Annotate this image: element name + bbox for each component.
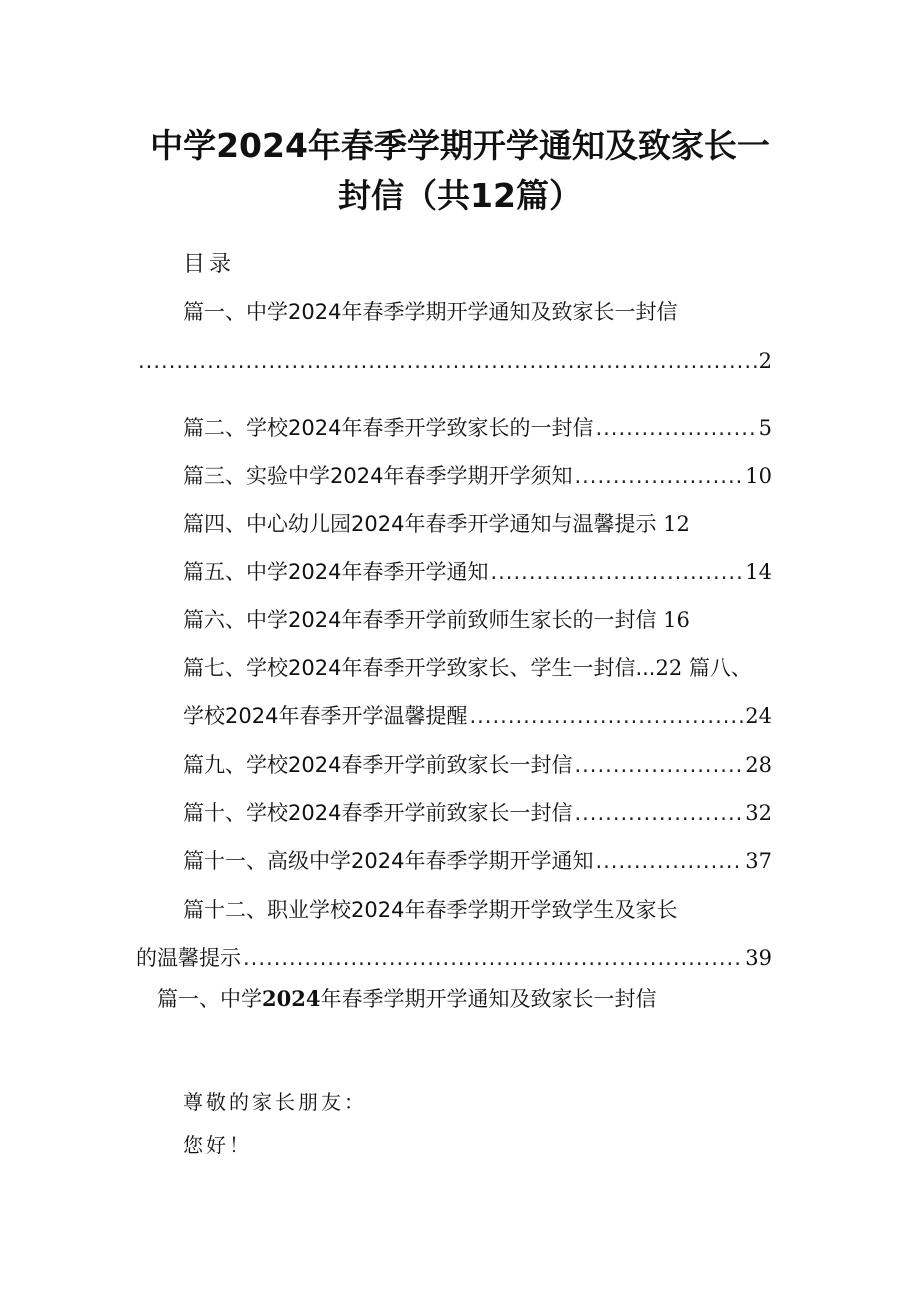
toc-entry-12-page: 39 [745,946,772,970]
toc-leader [595,846,743,876]
toc-entry-11[interactable] [183,846,772,876]
toc-entry-10-page: 32 [745,801,772,825]
toc-entry-1-leader-row[interactable] [136,346,772,376]
document-title-line-1: 中学2024年春季学期开学通知及致家长一 [150,126,770,165]
toc-entry-3[interactable] [183,461,772,491]
toc-entry-5-text: 篇五、中学2024年春季开学通知 [183,560,489,584]
section-heading [157,984,656,1014]
toc-entry-8[interactable] [183,701,772,731]
toc-entry-6[interactable] [183,605,690,635]
toc-entry-2-text: 篇二、学校2024年春季开学致家长的一封信 [183,416,594,440]
toc-entry-4-text: 篇四、中心幼儿园2024年春季开学通知与温馨提示 [183,512,657,536]
toc-leader [138,346,757,376]
toc-entry-9-page: 28 [745,753,772,777]
toc-entry-10-text: 篇十、学校2024春季开学前致家长一封信 [183,801,573,825]
toc-entry-10[interactable] [183,798,772,828]
toc-entry-7-text: 篇七、学校2024年春季开学致家长、学生一封信 [183,656,636,680]
toc-entry-11-page: 37 [745,849,772,873]
toc-entry-6-text: 篇六、中学2024年春季开学前致师生家长的一封信 [183,608,657,632]
toc-leader [490,557,743,587]
toc-entry-1-page: 2 [758,349,772,373]
toc-entry-5-page: 14 [745,560,772,584]
toc-entry-2-page: 5 [758,416,772,440]
toc-leader: ... [635,656,656,680]
section-heading-suffix: 年春季学期开学通知及致家长一封信 [320,987,657,1011]
toc-entry-7-page: 22 [655,656,683,680]
toc-leader [574,750,743,780]
toc-leader [243,943,743,973]
toc-entry-3-page: 10 [745,464,772,488]
toc-entry-12-text[interactable]: 篇十二、职业学校2024年春季学期开学致学生及家长 [183,898,678,922]
toc-entry-8-text: 学校2024年春季开学温馨提醒 [183,704,468,728]
toc-entry-11-text: 篇十一、高级中学2024年春季学期开学通知 [183,849,594,873]
toc-entry-12-continuation-text: 的温馨提示 [136,946,241,970]
toc-entry-4[interactable] [183,509,690,539]
toc-entry-9[interactable] [183,750,772,780]
toc-entry-1-text[interactable]: 篇一、中学2024年春季学期开学通知及致家长一封信 [183,300,678,324]
toc-entry-5[interactable] [183,557,772,587]
letter-salutation: 您好！ [183,1133,252,1157]
toc-leader [574,461,743,491]
section-heading-year: 2024 [262,986,321,1011]
toc-entry-7[interactable] [183,653,752,683]
toc-leader [595,413,756,443]
toc-leader [469,701,743,731]
section-heading-prefix: 篇一、中学 [157,987,262,1011]
toc-entry-3-text: 篇三、实验中学2024年春季学期开学须知 [183,464,573,488]
toc-entry-8-prefix: 篇八、 [688,656,752,680]
toc-entry-8-page: 24 [745,704,772,728]
toc-leader [574,798,743,828]
toc-entry-9-text: 篇九、学校2024春季开学前致家长一封信 [183,753,573,777]
toc-entry-4-page: 12 [663,512,690,536]
toc-entry-2[interactable] [183,413,772,443]
document-title-line-2: 封信（共12篇） [338,176,582,215]
toc-heading: 目录 [183,252,236,277]
toc-entry-12-continuation[interactable] [136,943,772,973]
toc-entry-6-page: 16 [663,608,690,632]
letter-greeting: 尊敬的家长朋友： [183,1090,367,1114]
